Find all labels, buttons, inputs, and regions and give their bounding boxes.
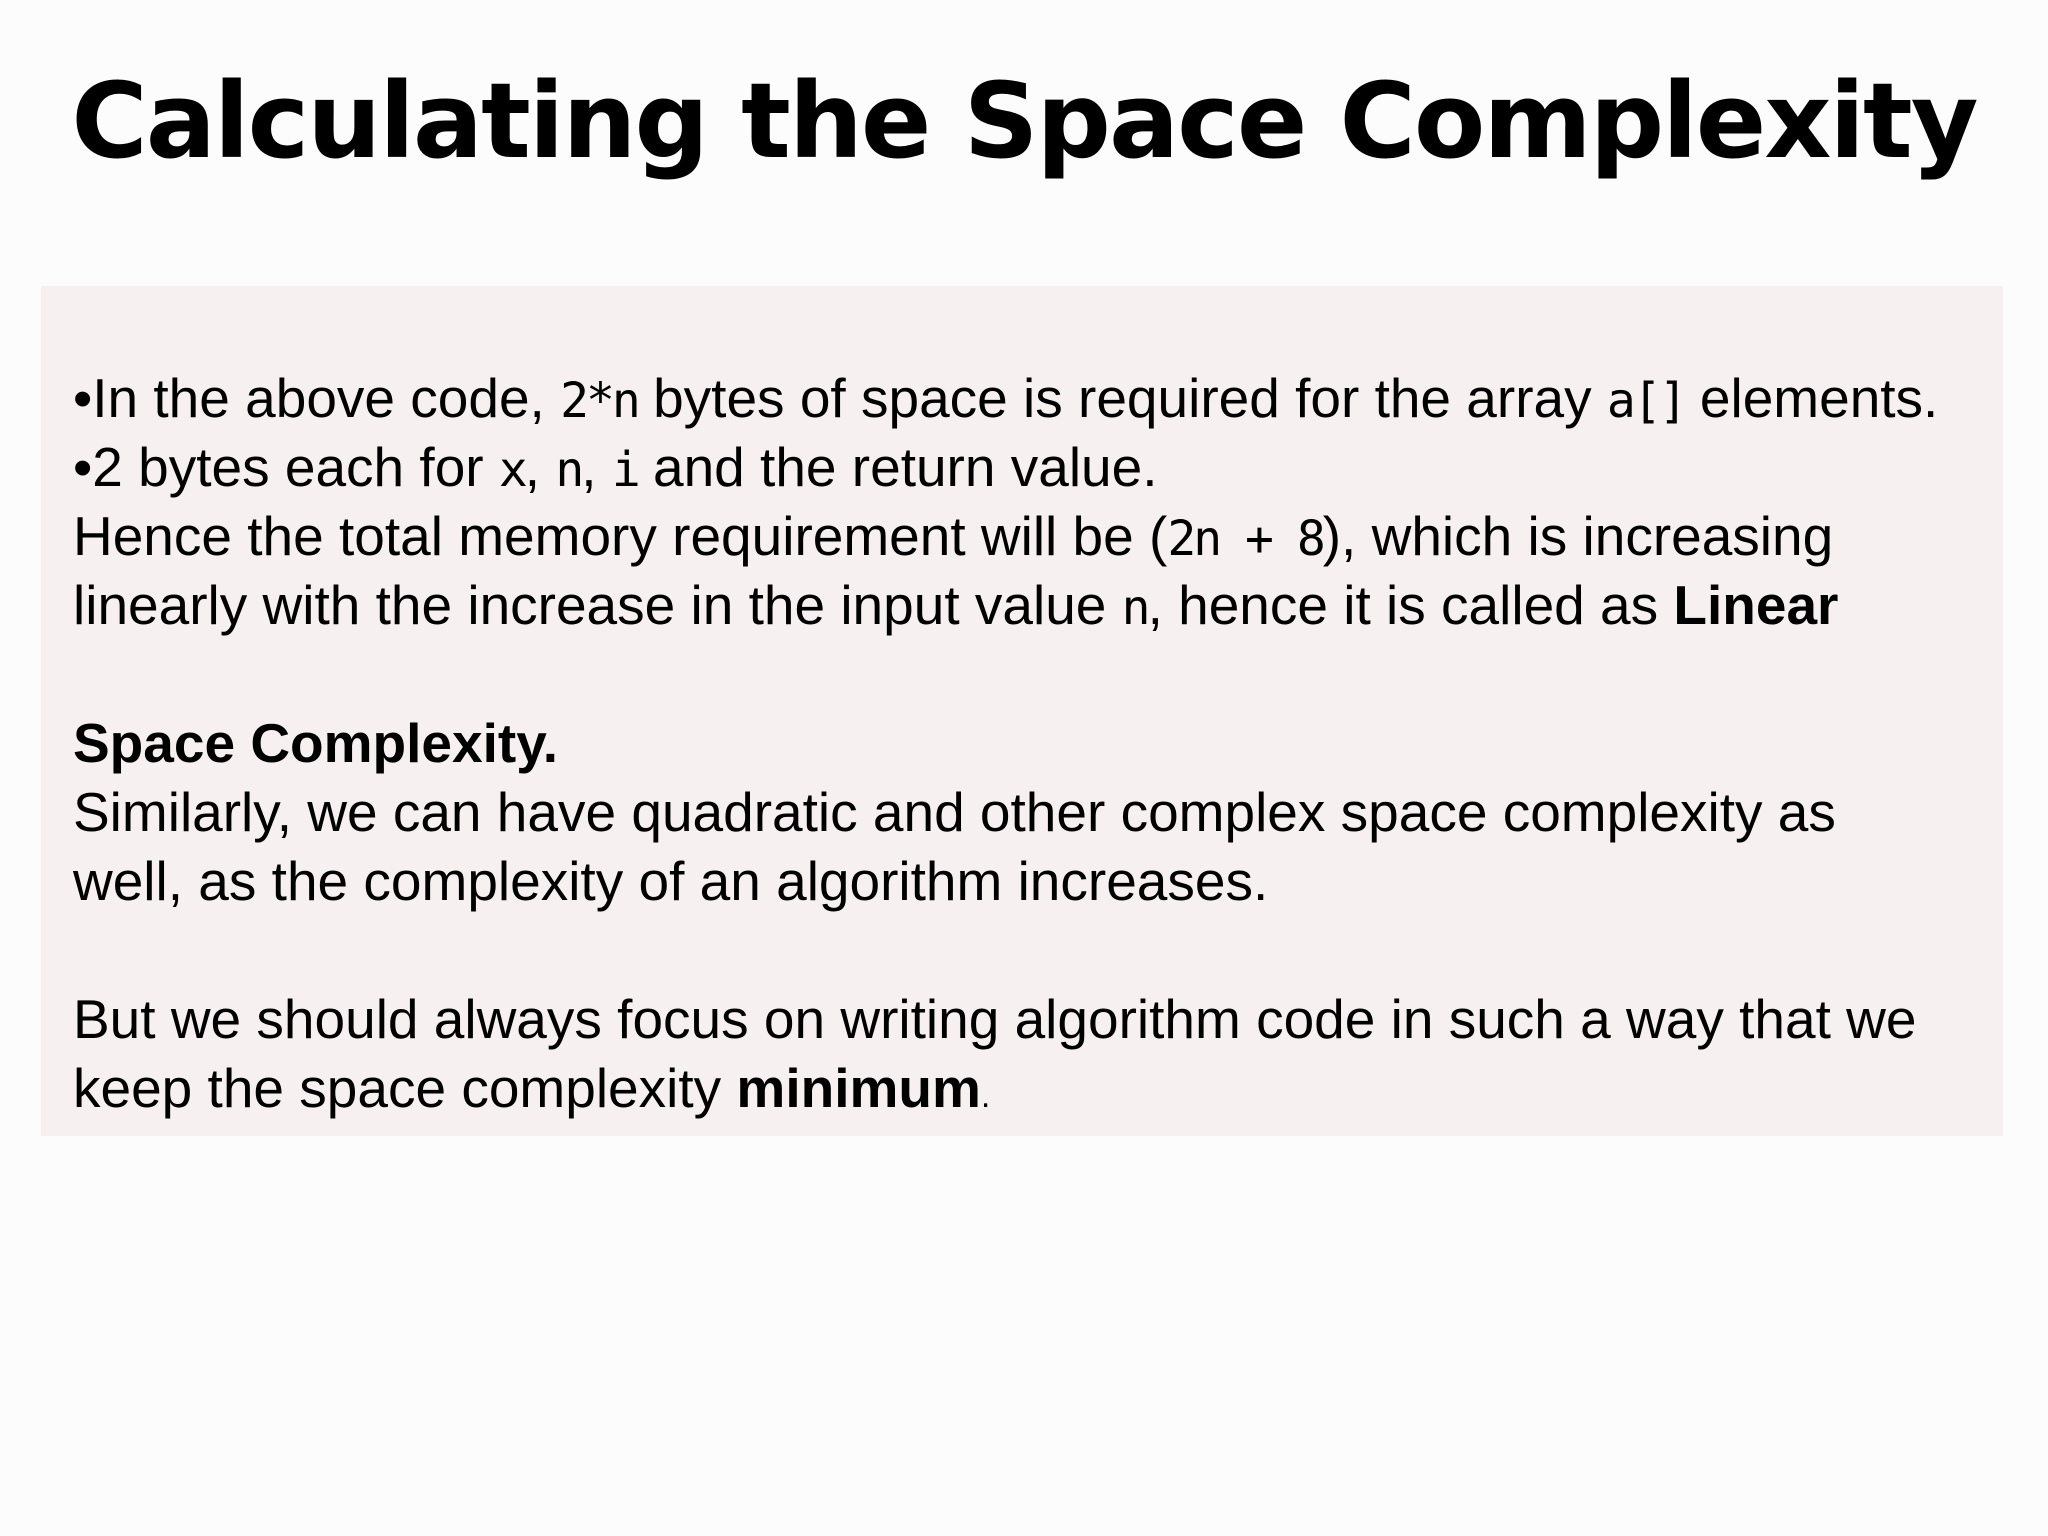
code-input-n: n	[1121, 580, 1148, 636]
bullet-array-space-prefix: •In the above code,	[73, 367, 561, 429]
bullet-variables-suffix: and the return value.	[637, 436, 1158, 498]
code-2n: 2*n	[560, 373, 638, 429]
bullet-array-space-suffix: elements.	[1684, 367, 1939, 429]
focus-line: But we should always focus on writing algorithm code in such a way that we	[73, 988, 1917, 1050]
bullet-array-space-mid: bytes of space is required for the array	[637, 367, 1607, 429]
linear-increase-suffix: , hence it is called as	[1147, 574, 1674, 636]
space-complexity-line	[73, 709, 1998, 778]
spacer	[73, 640, 1998, 709]
bullet-variables-prefix: •2 bytes each for	[73, 436, 499, 498]
linear-increase-line	[73, 571, 1998, 640]
slide-body	[73, 364, 1998, 1123]
bullet-variables-space	[73, 433, 1998, 502]
minimum-prefix: keep the space complexity	[73, 1057, 737, 1119]
minimum-line	[73, 1054, 1998, 1123]
total-memory-suffix: ), which is increasing	[1322, 505, 1834, 567]
bullet-variables-sep1: ,	[524, 436, 556, 498]
minimum-suffix: .	[980, 1077, 991, 1115]
content-box	[41, 286, 2003, 1136]
bullet-variables-sep2: ,	[581, 436, 612, 498]
code-array-a: a[]	[1606, 373, 1685, 429]
code-i: i	[611, 442, 638, 498]
spacer	[73, 916, 1998, 985]
algorithm-increases-line: well, as the complexity of an algorithm increases.	[73, 850, 1269, 912]
quadratic-line: Similarly, we can have quadratic and other complex space complexity as	[73, 781, 1836, 843]
bullet-array-space	[73, 364, 1998, 433]
minimum-bold: minimum	[736, 1057, 981, 1119]
code-n: n	[555, 442, 582, 498]
total-memory-line	[73, 502, 1998, 571]
linear-increase-prefix: linearly with the increase in the input value	[73, 574, 1122, 636]
total-memory-prefix: Hence the total memory requirement will be (	[73, 505, 1168, 567]
slide-title: Calculating the Space Complexity	[71, 60, 1977, 182]
code-x: x	[498, 442, 525, 498]
space-complexity-bold: Space Complexity.	[73, 712, 558, 774]
code-2n-plus-8: 2n + 8	[1167, 511, 1323, 567]
linear-bold: Linear	[1673, 574, 1839, 636]
